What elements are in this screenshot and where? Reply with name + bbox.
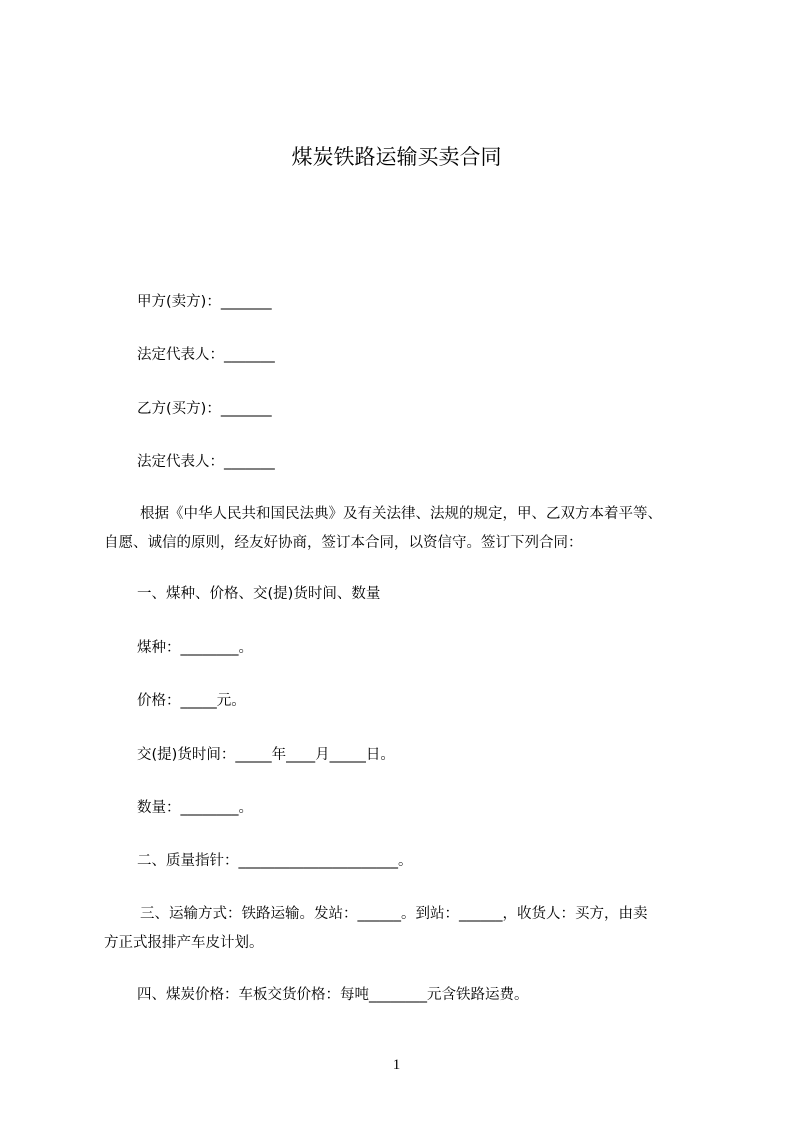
section-3-paragraph [104,900,724,958]
preamble-line-2: 自愿、诚信的原则，经友好协商，签订本合同，以资信守。签订下列合同： [104,535,583,551]
party-b-representative-line: 法定代表人：_______ [137,454,275,470]
section-3-line-2: 方正式报排产车皮计划。 [104,935,264,951]
page-number: 1 [392,1057,401,1073]
quantity-line: 数量：________。 [137,800,253,816]
section-3-line-1: 三、运输方式：铁路运输。发站：______。到站：______，收货人：买方，由卖 [140,906,648,922]
document-title: 煤炭铁路运输买卖合同 [291,145,502,169]
delivery-time-line: 交(提)货时间：_____年____月_____日。 [137,747,395,763]
section-2-quality-line: 二、质量指针：______________________。 [137,853,413,869]
section-4-price-line: 四、煤炭价格：车板交货价格：每吨________元含铁路运费。 [137,987,529,1003]
preamble-paragraph [104,500,724,558]
coal-type-line: 煤种：________。 [137,640,253,656]
party-a-representative-line: 法定代表人：_______ [137,347,275,363]
party-b-line: 乙方(买方)：_______ [137,401,272,417]
party-a-line: 甲方(卖方)：_______ [137,294,272,310]
price-line: 价格：_____元。 [137,693,246,709]
preamble-line-1: 根据《中华人民共和国民法典》及有关法律、法规的规定，甲、乙双方本着平等、 [140,506,662,522]
section-1-heading: 一、煤种、价格、交(提)货时间、数量 [137,586,381,602]
